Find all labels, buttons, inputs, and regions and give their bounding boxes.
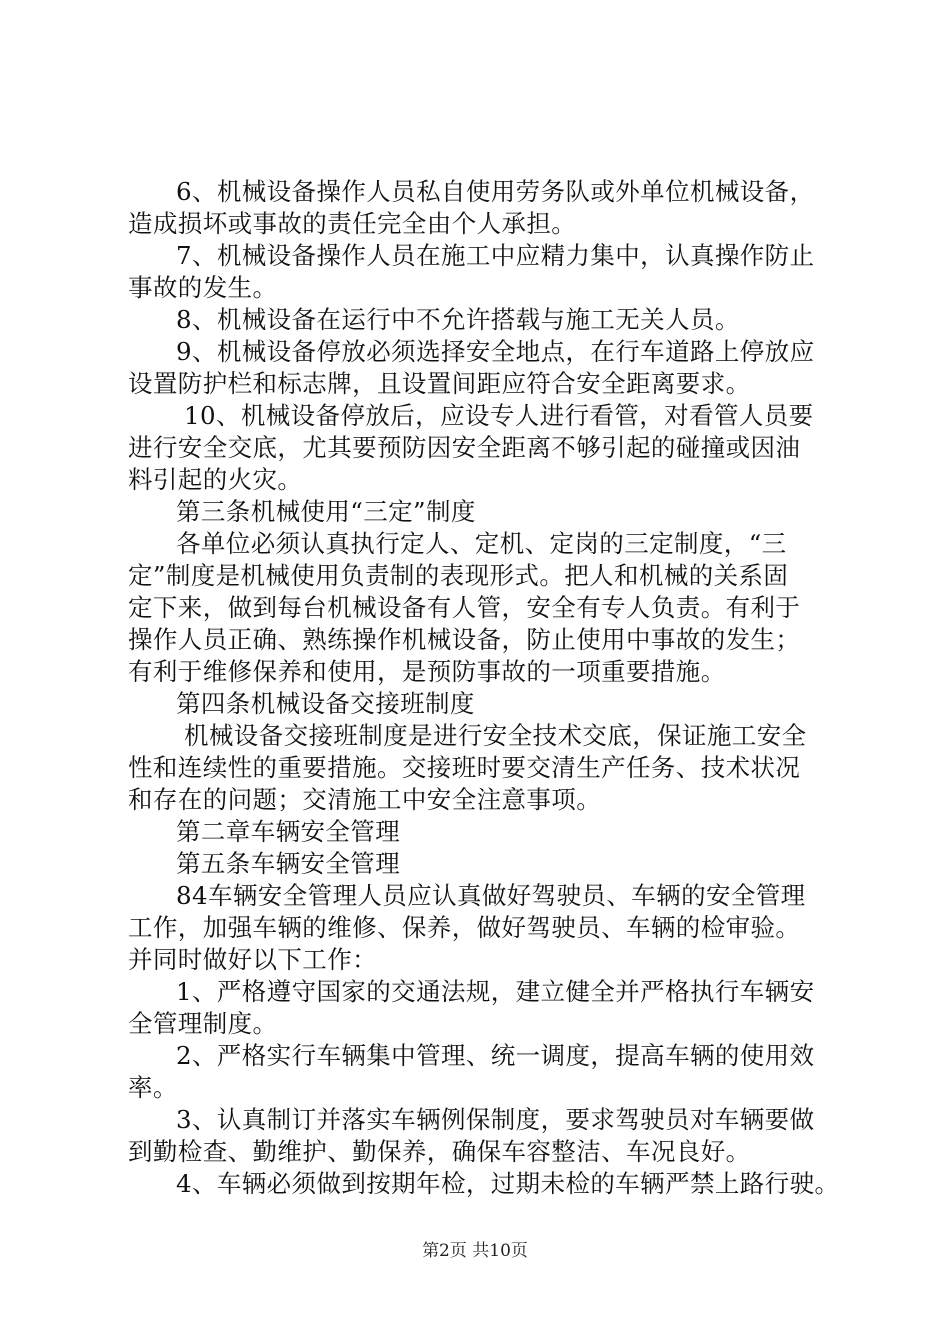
text-line: 10、机械设备停放后，应设专人进行看管，对看管人员要: [184, 401, 814, 430]
text-line: 事故的发生。: [128, 273, 278, 302]
text-line: 9、机械设备停放必须选择安全地点，在行车道路上停放应: [176, 337, 815, 366]
chapter-heading: 第二章车辆安全管理: [176, 817, 401, 846]
text-line: 8、机械设备在运行中不允许搭载与施工无关人员。: [176, 305, 740, 334]
text-line: 率。: [128, 1073, 178, 1102]
text-line: 定”制度是机械使用负责制的表现形式。把人和机械的关系固: [128, 561, 789, 590]
text-line: 各单位必须认真执行定人、定机、定岗的三定制度，“三: [176, 529, 787, 558]
text-line: 1、严格遵守国家的交通法规，建立健全并严格执行车辆安: [176, 977, 815, 1006]
text-line: 6、机械设备操作人员私自使用劳务队或外单位机械设备，: [176, 177, 815, 206]
text-line: 并同时做好以下工作：: [128, 945, 377, 974]
text-line: 料引起的火灾。: [128, 465, 303, 494]
text-line: 设置防护栏和标志牌，且设置间距应符合安全距离要求。: [128, 369, 751, 398]
text-line: 7、机械设备操作人员在施工中应精力集中，认真操作防止: [176, 241, 815, 270]
section-heading: 第五条车辆安全管理: [176, 849, 401, 878]
text-line: 工作，加强车辆的维修、保养，做好驾驶员、车辆的检审验。: [128, 913, 801, 942]
text-line: 84车辆安全管理人员应认真做好驾驶员、车辆的安全管理: [176, 881, 806, 910]
text-line: 操作人员正确、熟练操作机械设备，防止使用中事故的发生；: [128, 625, 801, 654]
page-number-footer: 第2页 共10页: [422, 1241, 528, 1261]
text-line: 进行安全交底，尤其要预防因安全距离不够引起的碰撞或因油: [128, 433, 801, 462]
text-line: 有利于维修保养和使用，是预防事故的一项重要措施。: [128, 657, 726, 686]
section-heading: 第四条机械设备交接班制度: [176, 689, 475, 718]
text-line: 和存在的问题；交清施工中安全注意事项。: [128, 785, 602, 814]
text-line: 全管理制度。: [128, 1009, 278, 1038]
text-line: 性和连续性的重要措施。交接班时要交清生产任务、技术状况: [128, 753, 801, 782]
text-line: 造成损坏或事故的责任完全由个人承担。: [128, 209, 577, 238]
text-line: 机械设备交接班制度是进行安全技术交底，保证施工安全: [184, 721, 807, 750]
text-line: 定下来，做到每台机械设备有人管，安全有专人负责。有利于: [128, 593, 801, 622]
text-line: 3、认真制订并落实车辆例保制度，要求驾驶员对车辆要做: [176, 1105, 815, 1134]
text-line: 到勤检查、勤维护、勤保养，确保车容整洁、车况良好。: [128, 1137, 751, 1166]
section-heading: 第三条机械使用“三定”制度: [176, 497, 476, 526]
text-line: 2、严格实行车辆集中管理、统一调度，提高车辆的使用效: [176, 1041, 815, 1070]
text-line: 4、车辆必须做到按期年检，过期未检的车辆严禁上路行驶。: [176, 1169, 840, 1198]
